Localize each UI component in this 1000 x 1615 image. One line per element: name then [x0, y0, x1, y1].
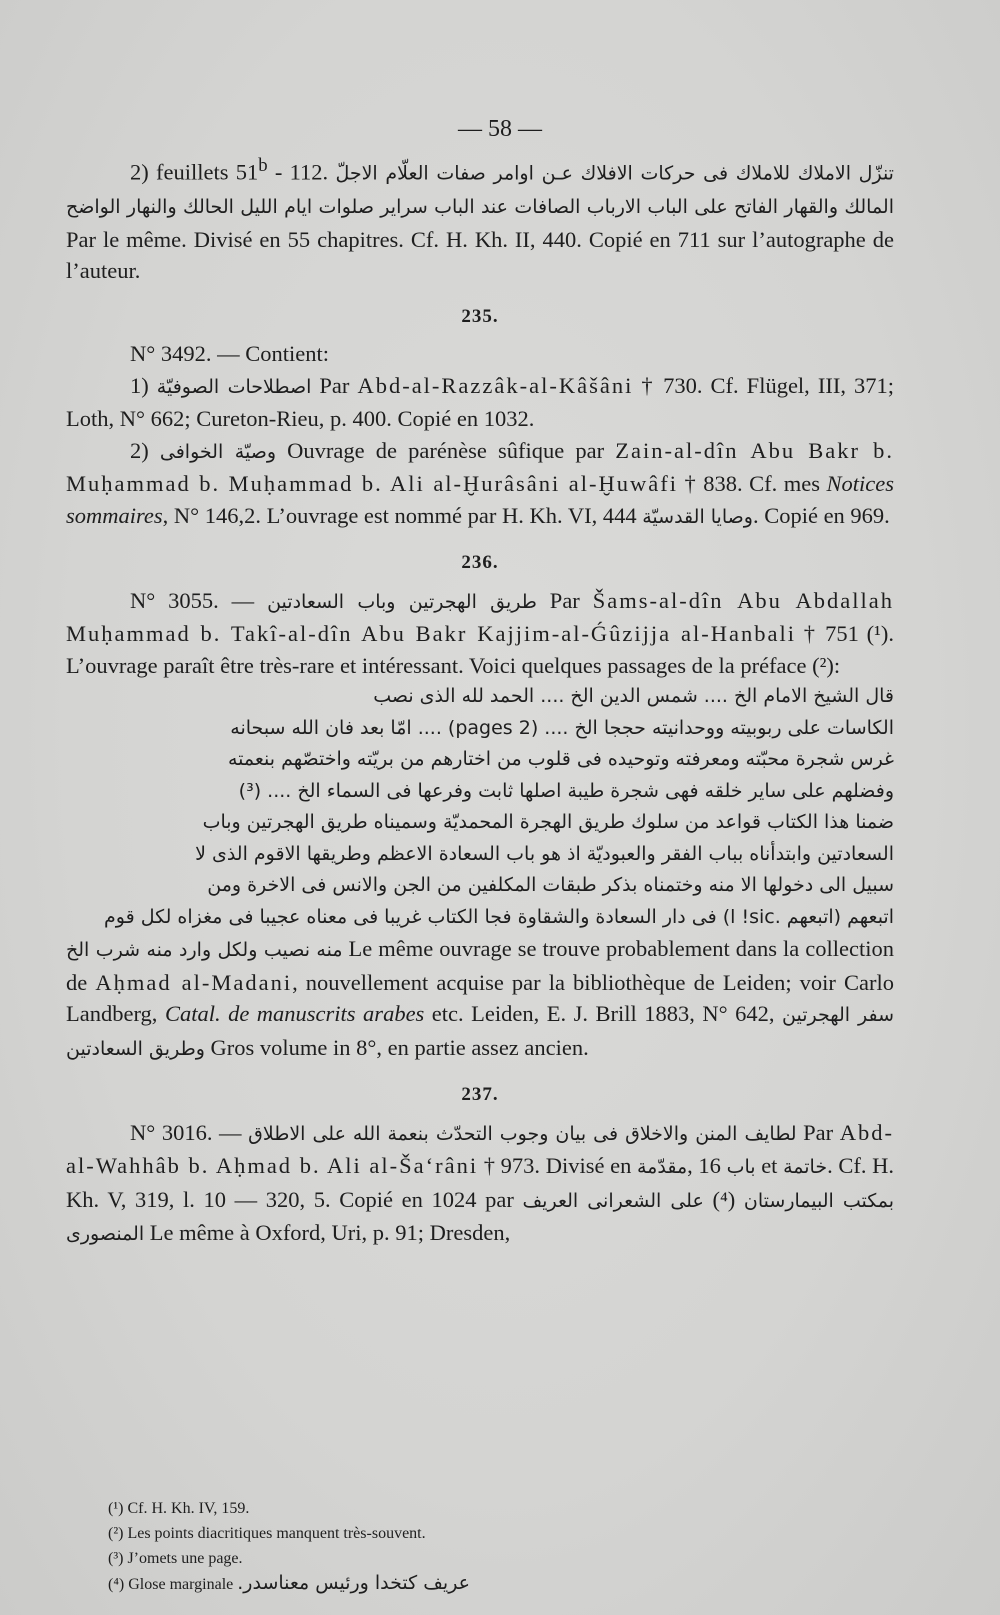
- author-name: Abd-al-Razzâk-al-Kâšâni: [357, 372, 634, 398]
- arabic-title: سفر الهجرتين وطريق السعادتين: [66, 1004, 894, 1060]
- text: 2): [130, 437, 160, 463]
- text: Par: [796, 1119, 840, 1145]
- reference-title: Notices sommaires: [66, 471, 895, 528]
- text: Par: [311, 372, 358, 398]
- section-number: 236.: [461, 552, 499, 573]
- text: . Cf. H. Kh. V, 319, l. 10 — 320, 5. Copié en 1024 par: [66, 1153, 895, 1212]
- text: , nouvellement acquise par la bibliothèque de Leiden; voir Carlo Landberg,: [66, 969, 894, 1026]
- author-name: Šams-al-dîn Abu Abdallah Muḥammad b. Takî-al-dîn Abu Bakr Kajjim-al-Ǵûzijja al-Hanbali: [66, 587, 894, 646]
- section-number: 235.: [461, 305, 499, 327]
- text: et: [755, 1153, 784, 1178]
- entry-236: [66, 585, 894, 682]
- footnote-4-text: (⁴) Glose marginale: [108, 1576, 238, 1593]
- text: 1): [130, 372, 157, 398]
- entry-235-item-1: [66, 370, 894, 435]
- arabic-title: اصطلاحات الصوفيّة: [156, 375, 312, 398]
- arabic-title: وصيّة الخوافى: [159, 440, 277, 463]
- arabic-word: خاتمة: [783, 1156, 828, 1178]
- entry-234-continuation: [66, 150, 894, 287]
- text: † 751 (¹). L’ouvrage paraît être très-rare et intéressant. Voici quelques passages de la préface (²):: [66, 621, 894, 678]
- arabic-quote-line: قال الشيخ الامام الخ .... شمس الدين الخ .... الحمد لله الذى نصب: [373, 685, 894, 707]
- text: 2) feuillets 51: [130, 159, 259, 185]
- text: Copié en 711 sur l’autographe de l’auteur.: [66, 226, 894, 283]
- reference-title: Catal. de manuscrits arabes: [164, 1001, 425, 1026]
- arabic-quote-line: الكاسات على ربوبيته ووحدانيته حججا الخ .... (2 pages) .... امّا بعد فان الله سبحانه: [230, 716, 894, 739]
- arabic-gloss: عريف كتخدا ورئيس معناسدر.: [237, 1572, 471, 1594]
- entry-235-header: N° 3492. — Contient:: [130, 341, 329, 366]
- arabic-title: تنزّل الاملاك للاملاك فى حركات الافلاك عـن اوامر صفات العلّام الاجلّ المالك والقهار الفاتح على الباب الارباب الصافات عند الباب سراير صلوات ايام الليل الحالك والنهار الواضح: [66, 162, 894, 218]
- arabic-quote-line: ضمنا هذا الكتاب قواعد من سلوك طريق الهجرة المحمديّة وسميناه طريق الهجرتين وباب: [202, 811, 894, 833]
- section-number: 237.: [461, 1084, 499, 1105]
- arabic-phrase: بمكتب البيمارستان المنصورى: [66, 1189, 895, 1245]
- text: † 973. Divisé en: [478, 1153, 637, 1178]
- text: etc. Leiden, E. J. Brill 1883, N° 642,: [424, 1001, 782, 1026]
- text: b: [258, 155, 268, 176]
- text: Le même ouvrage se trouve probablement dans la collection de: [66, 936, 894, 995]
- text: , 16: [687, 1153, 727, 1178]
- arabic-name: على الشعرانى العريف: [522, 1189, 704, 1212]
- footnote-4: [108, 1571, 908, 1597]
- text: Gros volume in 8°, en partie assez ancien.: [204, 1034, 589, 1060]
- text: N° 3055. —: [130, 587, 268, 613]
- arabic-word: مقدّمة: [637, 1156, 688, 1178]
- footnote-1: (¹) Cf. H. Kh. IV, 159.: [108, 1500, 250, 1517]
- entry-236-continuation: [66, 933, 894, 1065]
- arabic-word: باب: [726, 1156, 756, 1178]
- footnote-3: (³) J’omets une page.: [108, 1550, 243, 1567]
- entry-237: [66, 1117, 894, 1251]
- text: Par: [536, 587, 593, 613]
- text: , N° 146,2. L’ouvrage est nommé par H. Kh. VI, 444: [162, 502, 643, 528]
- text: Ouvrage de parénèse sûfique par: [276, 437, 616, 463]
- text: Par le même. Divisé en 55 chapitres. Cf. H. Kh. II, 440.: [66, 226, 582, 252]
- author-name: Zain-al-dîn Abu Bakr b. Muḥammad b. Muḥammad b. Ali al-Ḫurâsâni al-Ḫuwâfi: [66, 437, 894, 496]
- arabic-title: لطايف المنن والاخلاق فى بيان وجوب التحدّث بنعمة الله على الاطلاق: [248, 1122, 797, 1145]
- text: N° 3016. —: [130, 1119, 249, 1145]
- footnotes: [108, 1496, 908, 1597]
- text: . Copié en 969.: [752, 502, 890, 528]
- arabic-quote-line: سبيل الى دخولها الا منه وختمناه بذكر طبقات المكلفين من الجن والانس فى الاخرة ومن: [207, 874, 894, 896]
- arabic-quote-line: السعادتين وابتدأناه بباب الفقر والعبوديّة اذ هو باب السعادة الاعظم وطريقها الاقوم الذى لا: [195, 842, 894, 865]
- arabic-quote-line: غرس شجرة محبّته ومعرفته وتوحيده فى قلوب من اختارهم من بريّته واختصّهم بنعمته: [227, 748, 894, 770]
- text: † 730. Cf. Flügel, III, 371; Loth, N° 662; Cureton-Rieu, p. 400. Copié en 1032.: [66, 372, 894, 431]
- arabic-quote-line: وفضلهم على ساير خلقه فهى شجرة طيبة اصلها ثابت وفرعها فى السماء الخ .... (³): [238, 779, 894, 802]
- text: Le même à Oxford, Uri, p. 91; Dresden,: [144, 1220, 511, 1245]
- text: - 112.: [267, 159, 336, 185]
- entry-235-item-2: [66, 435, 894, 534]
- arabic-quote: منه نصيب ولكل وارد منه شرب الخ: [66, 939, 343, 961]
- arabic-title: طريق الهجرتين وباب السعادتين: [267, 590, 537, 613]
- author-name: Abd-al-Wahhâb b. Aḥmad b. Ali al-Ša‘râni: [66, 1119, 894, 1178]
- footnote-2: (²) Les points diacritiques manquent très-souvent.: [108, 1525, 426, 1542]
- person-name: Aḥmad al-Madani: [95, 969, 293, 995]
- arabic-title: وصايا القدسيّة: [642, 505, 753, 528]
- running-head: — 58 —: [458, 116, 542, 142]
- body-text: [66, 150, 894, 1251]
- text: (⁴): [703, 1186, 744, 1212]
- arabic-quote-line: اتبعهم (اتبعهم .l !sic) فى دار السعادة والشقاوة فجا الكتاب غريبا فى معناه عجيبا فى مغزاه لكل قوم: [104, 905, 894, 928]
- text: † 838. Cf. mes: [678, 471, 827, 496]
